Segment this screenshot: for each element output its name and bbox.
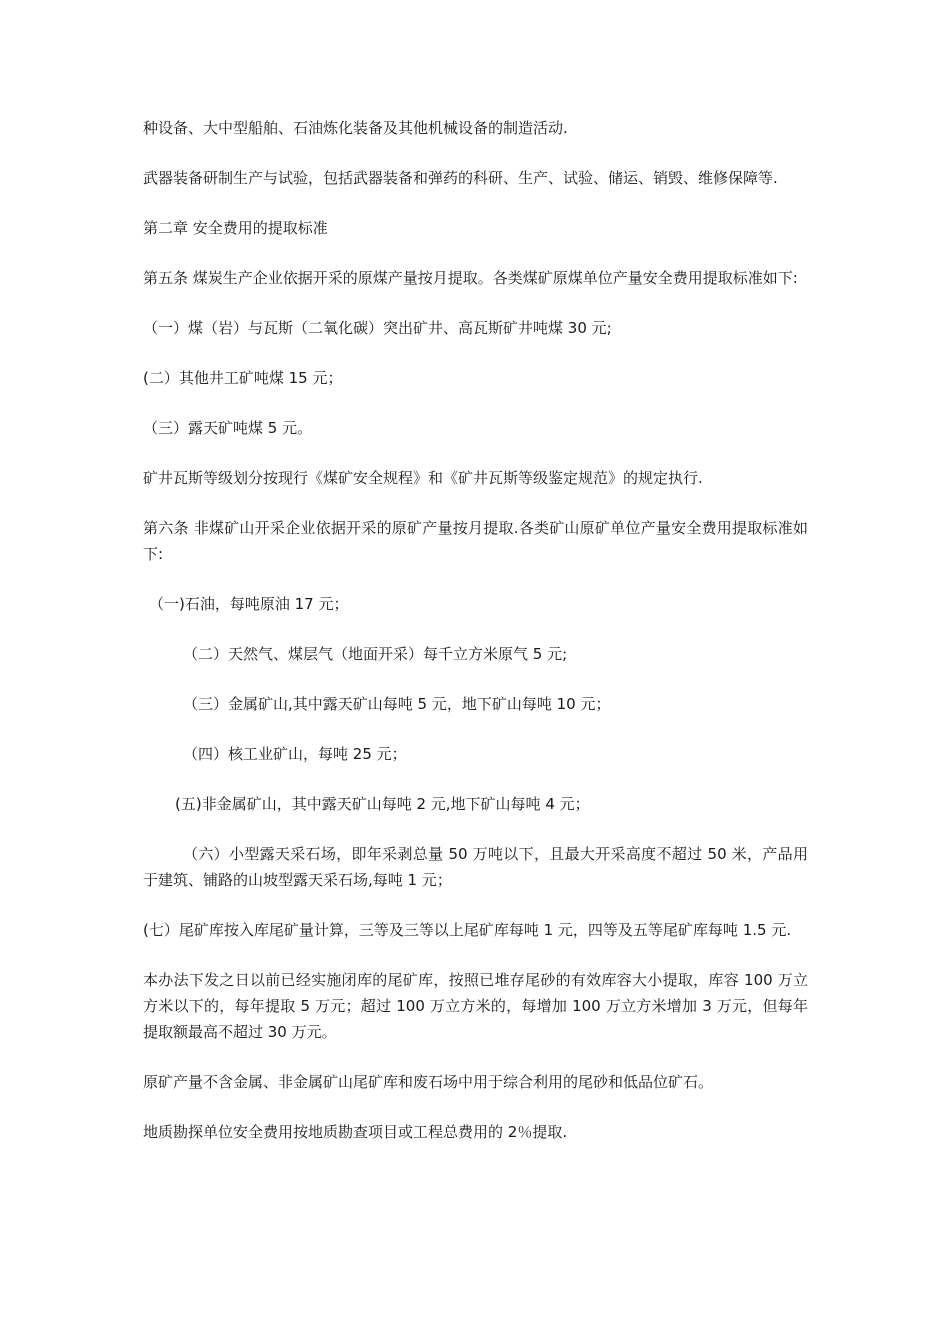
coal-item-1: （一）煤（岩）与瓦斯（二氧化碳）突出矿井、高瓦斯矿井吨煤 30 元; — [143, 319, 612, 337]
mine-item-2: （二）天然气、煤层气（地面开采）每千立方米原气 5 元; — [183, 645, 568, 663]
mine-item-5: (五)非金属矿山，其中露天矿山每吨 2 元,地下矿山每吨 4 元； — [175, 795, 590, 813]
chapter-heading: 第二章 安全费用的提取标准 — [143, 219, 328, 237]
document-body — [143, 115, 808, 1169]
mine-item-6: （六）小型露天采石场，即年采剥总量 50 万吨以下，且最大开采高度不超过 50 米，产品用于建筑、铺路的山坡型露天采石场,每吨 1 元； — [143, 845, 808, 889]
mine-item-3: （三）金属矿山,其中露天矿山每吨 5 元，地下矿山每吨 10 元； — [183, 695, 611, 713]
paragraph-weapons-equipment: 武器装备研制生产与试验，包括武器装备和弹药的科研、生产、试验、储运、销毁、维修保障等. — [143, 169, 778, 187]
mine-item-4: （四）核工业矿山，每吨 25 元； — [183, 745, 407, 763]
article-five: 第五条 煤炭生产企业依据开采的原煤产量按月提取。各类煤矿原煤单位产量安全费用提取标准如下: — [143, 269, 798, 287]
mine-item-1: （一)石油，每吨原油 17 元； — [149, 595, 349, 613]
coal-item-3: （三）露天矿吨煤 5 元。 — [143, 419, 313, 437]
article-six: 第六条 非煤矿山开采企业依据开采的原矿产量按月提取.各类矿山原矿单位产量安全费用提取标准如下: — [143, 519, 808, 563]
mine-item-7: (七）尾矿库按入库尾矿量计算，三等及三等以上尾矿库每吨 1 元，四等及五等尾矿库每吨 1.5 元. — [143, 921, 792, 939]
paragraph-manufacturing-activity: 种设备、大中型船舶、石油炼化装备及其他机械设备的制造活动. — [143, 119, 568, 137]
raw-ore-note: 原矿产量不含金属、非金属矿山尾矿库和废石场中用于综合利用的尾砂和低品位矿石。 — [143, 1073, 714, 1091]
geological-exploration-note: 地质勘探单位安全费用按地质勘查项目或工程总费用的 2％提取. — [143, 1123, 568, 1141]
gas-grading-note: 矿井瓦斯等级划分按现行《煤矿安全规程》和《矿井瓦斯等级鉴定规范》的规定执行. — [143, 469, 703, 487]
closed-tailings-note: 本办法下发之日以前已经实施闭库的尾矿库，按照已堆存尾砂的有效库容大小提取，库容 100 万立方米以下的，每年提取 5 万元；超过 100 万立方米的，每增加 100 万立方米增加 3 万元，但每年提取额最高不超过 30 万元。 — [143, 971, 808, 1041]
coal-item-2: (二）其他井工矿吨煤 15 元； — [143, 369, 343, 387]
